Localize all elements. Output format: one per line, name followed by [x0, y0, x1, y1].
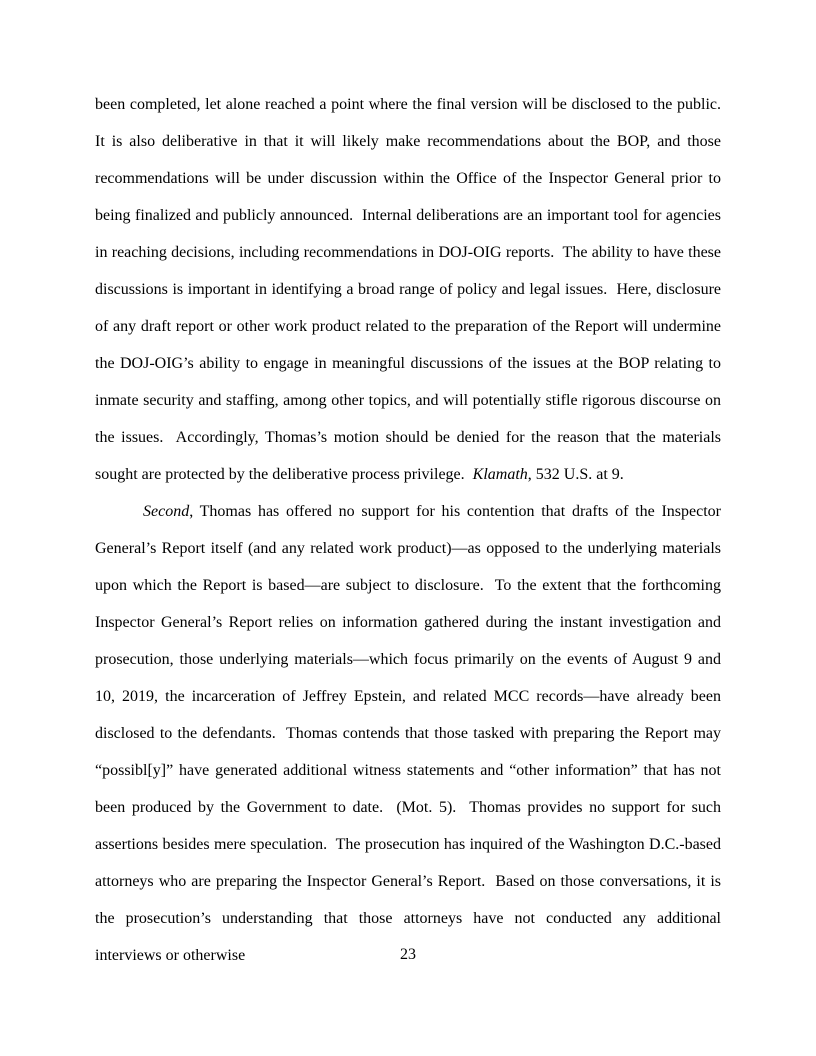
page-number: 23: [400, 946, 416, 963]
text-run: Klamath: [472, 466, 528, 483]
paragraph: [95, 493, 725, 974]
text-run: been completed, let alone reached a point where the final version will be disclosed to the public. It is also deliberative in that it will likely make recommendations about the BOP, and those recommendations will be under discussion within the Office of the Inspector General prior to being finalized and publicly announced. Internal deliberations are an important tool for agencies in reaching decisions, including recommendations in DOJ-OIG reports. The ability to have these discussions is important in identifying a broad range of policy and legal issues. Here, disclosure of any draft report or other work product related to the preparation of the Report will undermine the DOJ-OIG’s ability to engage in meaningful discussions of the issues at the BOP relating to inmate security and staffing, among other topics, and will potentially stifle rigorous discourse on the issues. Accordingly, Thomas’s motion should be denied for the reason that the materials sought are protected by the deliberative process privilege.: [95, 96, 729, 483]
document-body: [95, 86, 729, 974]
text-run: , 532 U.S. at 9.: [527, 466, 624, 483]
text-run: Second: [143, 503, 190, 520]
paragraph: [95, 86, 729, 493]
text-run: , Thomas has offered no support for his contention that drafts of the Inspector General’s Report itself (and any related work product)—as opposed to the underlying materials upon which the Report is based—are subject to disclosure. To the extent that the forthcoming Inspector General’s Report relies on information gathered during the instant investigation and prosecution, those underlying materials—which focus primarily on the events of August 9 and 10, 2019, the incarceration of Jeffrey Epstein, and related MCC records—have already been disclosed to the defendants. Thomas contends that those tasked with preparing the Report may “possibl[y]” have generated additional witness statements and “other information” that has not been produced by the Government to date. (Mot. 5). Thomas provides no support for such assertions besides mere speculation. The prosecution has inquired of the Washington D.C.-based attorneys who are preparing the Inspector General’s Report. Based on those conversations, it is the prosecution’s understanding that those attorneys have not conducted any additional interviews or otherwise: [95, 503, 725, 964]
